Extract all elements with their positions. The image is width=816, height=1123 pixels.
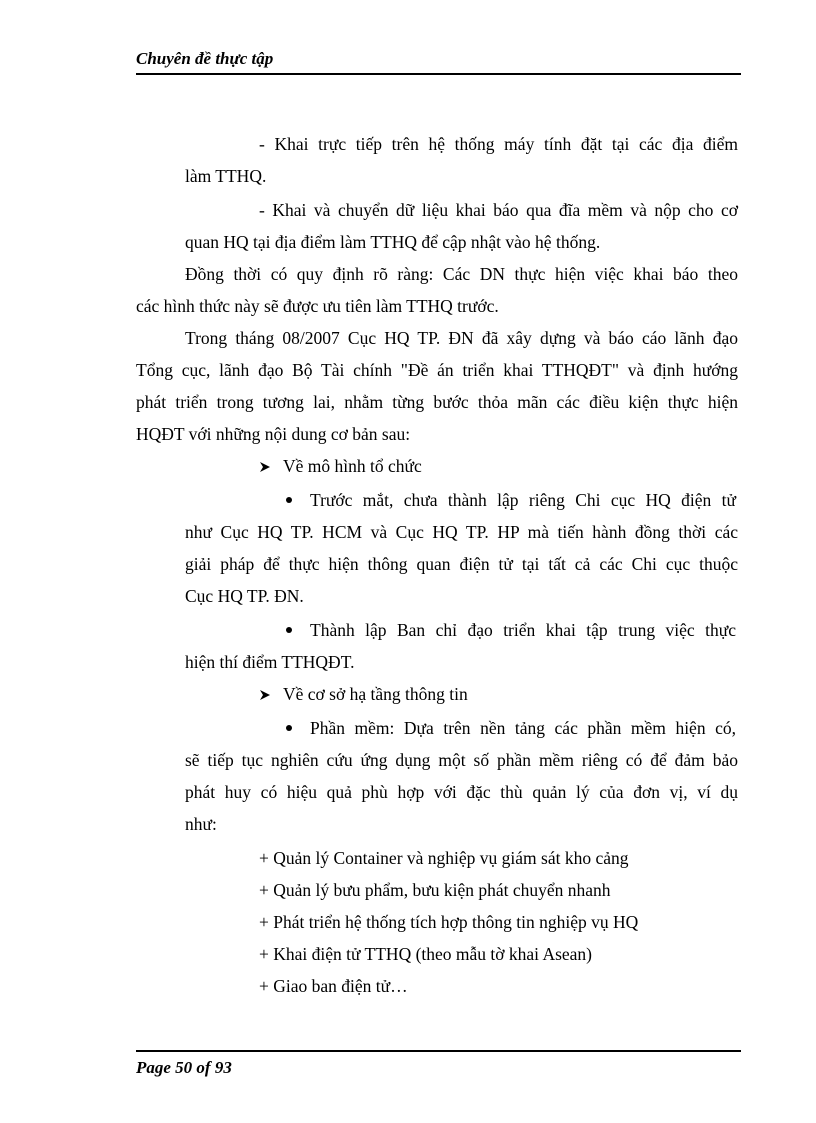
list-item: + Giao ban điện tử… (259, 976, 408, 996)
paragraph-line: HQĐT với những nội dung cơ bản sau: (136, 424, 411, 444)
paragraph-line: hiện thí điểm TTHQĐT. (185, 652, 355, 672)
page-number: Page 50 of 93 (136, 1058, 232, 1077)
paragraph-line: Trong tháng 08/2007 Cục HQ TP. ĐN đã xây dựng và báo cáo lãnh đạo (185, 328, 738, 348)
paragraph-line: Cục HQ TP. ĐN. (185, 586, 304, 606)
bullet-line (286, 716, 738, 740)
paragraph-line: Tổng cục, lãnh đạo Bộ Tài chính "Đề án triển khai TTHQĐT" và định hướng (136, 360, 738, 380)
paragraph-line: giải pháp để thực hiện thông quan điện tử tại tất cả các Chi cục thuộc (185, 554, 738, 574)
page-footer (136, 1050, 741, 1077)
paragraph-line: như: (185, 814, 217, 834)
bullet-text: Thành lập Ban chỉ đạo triển khai tập trung việc thực (310, 620, 736, 640)
list-item: + Phát triển hệ thống tích hợp thông tin nghiệp vụ HQ (259, 912, 639, 932)
paragraph-line: sẽ tiếp tục nghiên cứu ứng dụng một số phần mềm riêng có để đảm bảo (185, 750, 738, 770)
heading-text: Về mô hình tổ chức (283, 456, 422, 476)
section-heading (259, 682, 468, 706)
paragraph-line: Đồng thời có quy định rõ ràng: Các DN thực hiện việc khai báo theo (185, 264, 738, 284)
bullet-dot-icon (286, 497, 292, 503)
paragraph-line: như Cục HQ TP. HCM và Cục HQ TP. HP mà tiến hành đồng thời các (185, 522, 738, 542)
bullet-dot-icon (286, 627, 292, 633)
section-heading (259, 454, 422, 478)
paragraph-line: làm TTHQ. (185, 166, 267, 186)
list-item: + Quản lý Container và nghiệp vụ giám sát kho cảng (259, 848, 629, 868)
paragraph-line: phát huy có hiệu quả phù hợp với đặc thù quản lý của đơn vị, ví dụ (185, 782, 738, 802)
arrow-bullet-icon (259, 689, 271, 701)
bullet-line (286, 618, 738, 642)
page-header (136, 47, 741, 75)
bullet-text: Trước mắt, chưa thành lập riêng Chi cục HQ điện tử (310, 490, 736, 510)
paragraph-line: - Khai trực tiếp trên hệ thống máy tính đặt tại các địa điểm (259, 134, 738, 154)
bullet-text: Phần mềm: Dựa trên nền tảng các phần mềm hiện có, (310, 718, 736, 738)
list-item: + Quản lý bưu phẩm, bưu kiện phát chuyển nhanh (259, 880, 611, 900)
bullet-dot-icon (286, 725, 292, 731)
arrow-bullet-icon (259, 461, 271, 473)
bullet-line (286, 488, 738, 512)
header-title: Chuyên đề thực tập (136, 49, 274, 68)
list-item: + Khai điện tử TTHQ (theo mẫu tờ khai Asean) (259, 944, 593, 964)
paragraph-line: phát triển trong tương lai, nhằm từng bước thỏa mãn các điều kiện thực hiện (136, 392, 738, 412)
paragraph-line: quan HQ tại địa điểm làm TTHQ để cập nhật vào hệ thống. (185, 232, 601, 252)
heading-text: Về cơ sở hạ tầng thông tin (283, 684, 468, 704)
paragraph-line: - Khai và chuyển dữ liệu khai báo qua đĩa mềm và nộp cho cơ (259, 200, 738, 220)
paragraph-line: các hình thức này sẽ được ưu tiên làm TTHQ trước. (136, 296, 499, 316)
